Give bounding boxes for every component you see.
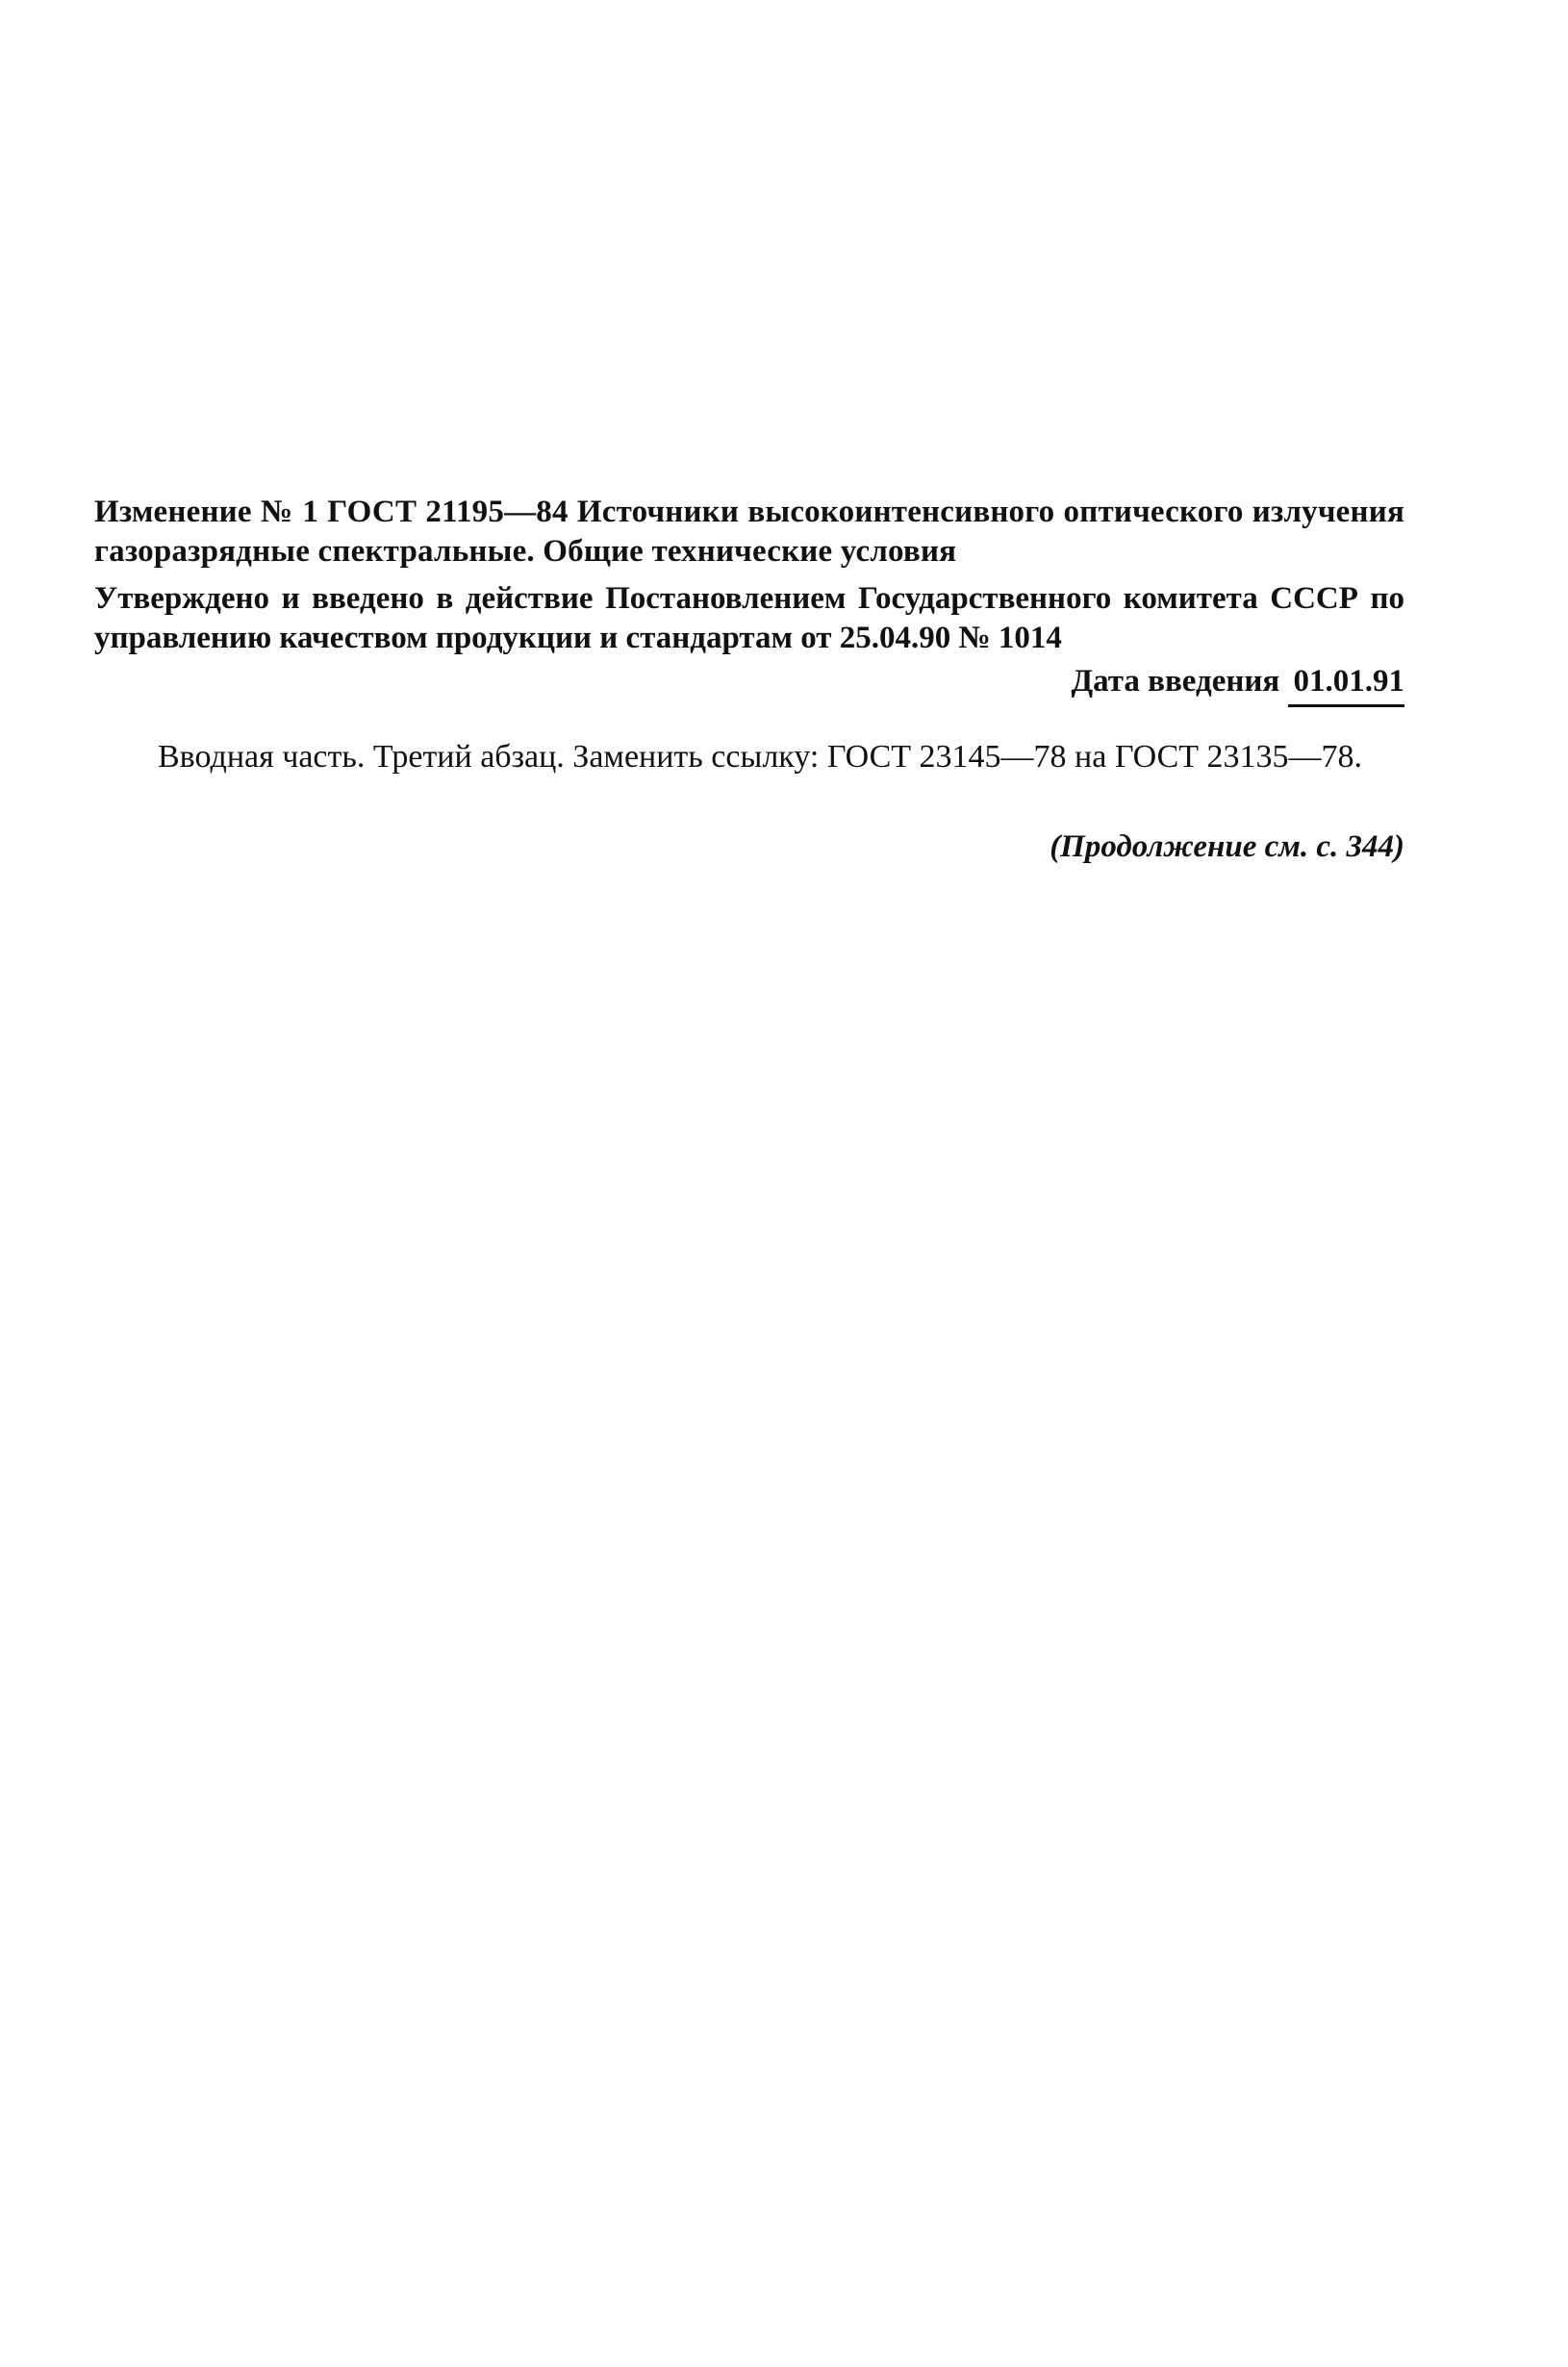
introduction-date — [94, 662, 1404, 707]
continuation-note: (Продолжение см. с. 344) — [1050, 829, 1404, 864]
approval-statement: Утверждено и введено в действие Постановлением Государственного комитета СССР по управлению качеством продукции и стандартам от 25.04.90 № 1014 — [94, 581, 1404, 655]
amendment-heading: Изменение № 1 ГОСТ 21195—84 Источники высокоинтенсивного оптического излучения газоразрядные спектральные. Общие технические условия — [94, 495, 1404, 569]
amendment-text: Вводная часть. Третий абзац. Заменить ссылку: ГОСТ 23145—78 на ГОСТ 23135—78. — [158, 739, 1363, 775]
introduction-date-label: Дата введения — [1071, 664, 1280, 699]
introduction-date-value: 01.01.91 — [1288, 662, 1405, 707]
